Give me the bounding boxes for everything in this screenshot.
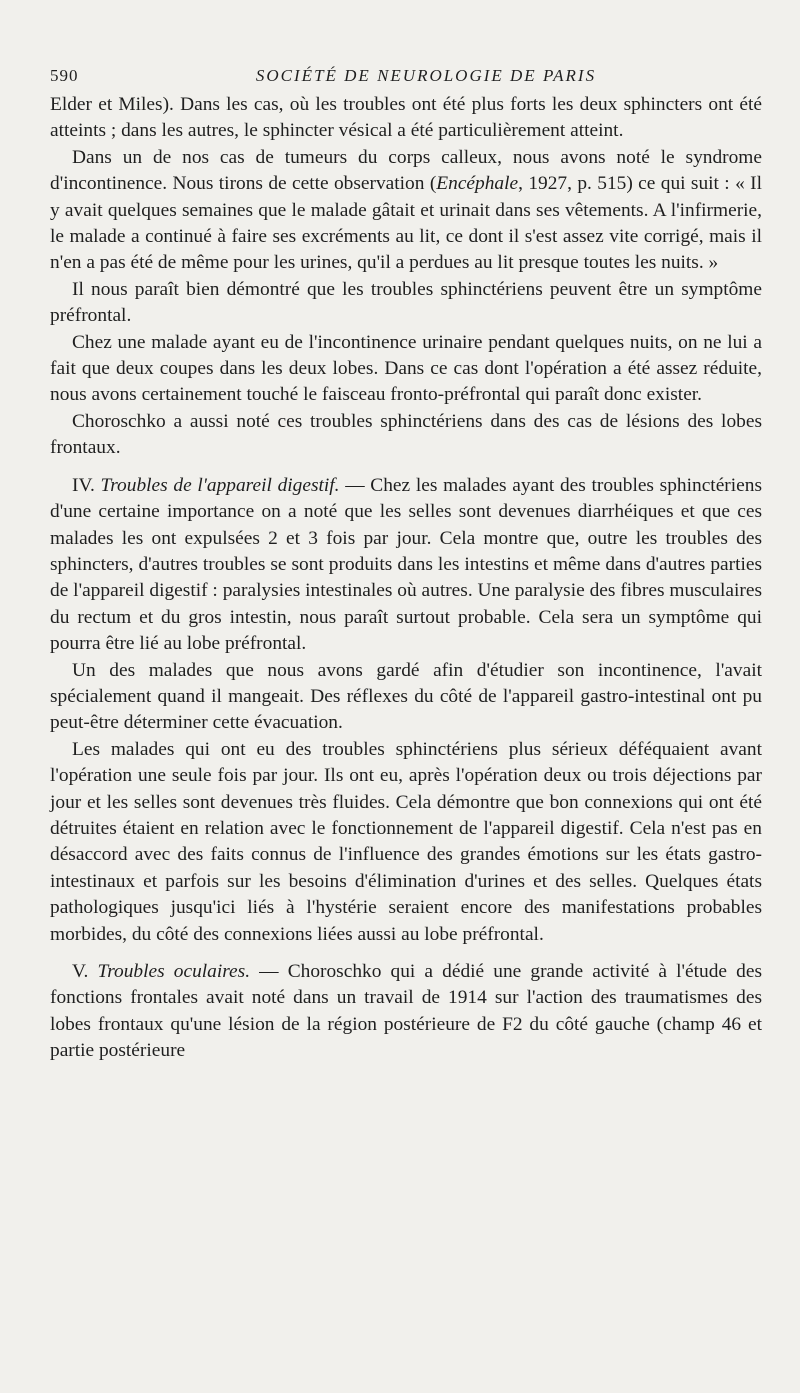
journal-title: SOCIÉTÉ DE NEUROLOGIE DE PARIS <box>255 66 597 85</box>
paragraph-2 <box>50 145 762 277</box>
paragraph-1: Elder et Miles). Dans les cas, où les troubles ont été plus forts les deux sphincters ont été atteints ; dans les autres, le sphincter vésical a été particulièrement atteint. <box>50 94 762 142</box>
section-iv <box>50 473 762 658</box>
section-v-number: V. <box>72 961 89 982</box>
paragraph-3: Il nous paraît bien démontré que les troubles sphinctériens peuvent être un symptôme préfrontal. <box>50 278 762 327</box>
section-v <box>50 959 762 1065</box>
paragraph-6: Un des malades que nous avons gardé afin d'étudier son incontinence, l'avait spécialement quand il mangeait. Des réflexes du côté de l'appareil gastro-intestinal ont pu peut-être déterminer cette évacuation. <box>50 659 762 734</box>
paragraph-2-part-2: , 1927, p. 515) ce qui suit : « Il y avait quelques semaines que le malade gâtait et urinait dans ses vêtements. A l'infirmerie, le malade a continué à faire ses excréments au lit, ce dont il s'est assez vite corrigé, mais il n'en a pas été de même pour les urines, qu'il a perdues au lit presque toutes les nuits. » <box>50 173 762 274</box>
body-text <box>50 92 762 1065</box>
paragraph-4: Chez une malade ayant eu de l'incontinence urinaire pendant quelques nuits, on ne lui a fait que deux coupes dans les deux lobes. Dans ce cas dont l'opération a été assez réduite, nous avons certainement touché le faisceau fronto-préfrontal qui paraît donc exister. <box>50 331 762 406</box>
section-iv-number: IV. <box>72 474 95 496</box>
section-iv-title: Troubles de l'appareil digestif. <box>100 474 340 496</box>
paragraph-5: Choroschko a aussi noté ces troubles sphinctériens dans des cas de lésions des lobes frontaux. <box>50 410 762 459</box>
journal-citation: Encéphale <box>436 173 519 195</box>
page <box>50 58 762 1065</box>
section-v-text: — Choroschko qui a dédié une grande activité à l'étude des fonctions frontales avait noté dans un travail de 1914 sur l'action des traumatismes des lobes frontaux qu'une lésion de la région postérieure de F2 du côté gauche (champ 46 et partie postérieure <box>50 961 762 1062</box>
page-number: 590 <box>50 66 79 85</box>
section-iv-text: — Chez les malades ayant des troubles sphinctériens d'une certaine importance on a noté que les selles sont devenues diarrhéiques et que ces malades les ont expulsées 2 et 3 fois par jour. Cela montre que, outre les troubles des sphincters, d'autres troubles se sont produits dans les intestins et même dans d'autres parties de l'appareil digestif : paralysies intestinales où autres. Une paralysie des fibres musculaires du rectum et du gros intestin, nous paraît surtout probable. Cela sera un symptôme qui pourra être lié au lobe préfrontal. <box>50 474 762 655</box>
section-v-title: Troubles oculaires. <box>97 961 251 982</box>
running-head <box>50 58 762 92</box>
paragraph-2-part-1: Dans un de nos cas de tumeurs du corps calleux, nous avons noté le syndrome d'incontinence. Nous tirons de cette observation ( <box>50 146 762 195</box>
paragraph-7: Les malades qui ont eu des troubles sphinctériens plus sérieux déféquaient avant l'opération une seule fois par jour. Ils ont eu, après l'opération deux ou trois déjections par jour et les selles sont devenues très fluides. Cela démontre que bon connexions qui ont été détruites étaient en relation avec le fonctionnement de l'appareil digestif. Cela n'est pas en désaccord avec des faits connus de l'influence des grandes émotions sur les états gastro-intestinaux et parfois sur les besoins d'élimination d'urines et des selles. Quelques états pathologiques jusqu'ici liés à l'hystérie seraient encore des manifestations probables morbides, du côté des connexions liées aussi au lobe préfrontal. <box>50 738 762 945</box>
